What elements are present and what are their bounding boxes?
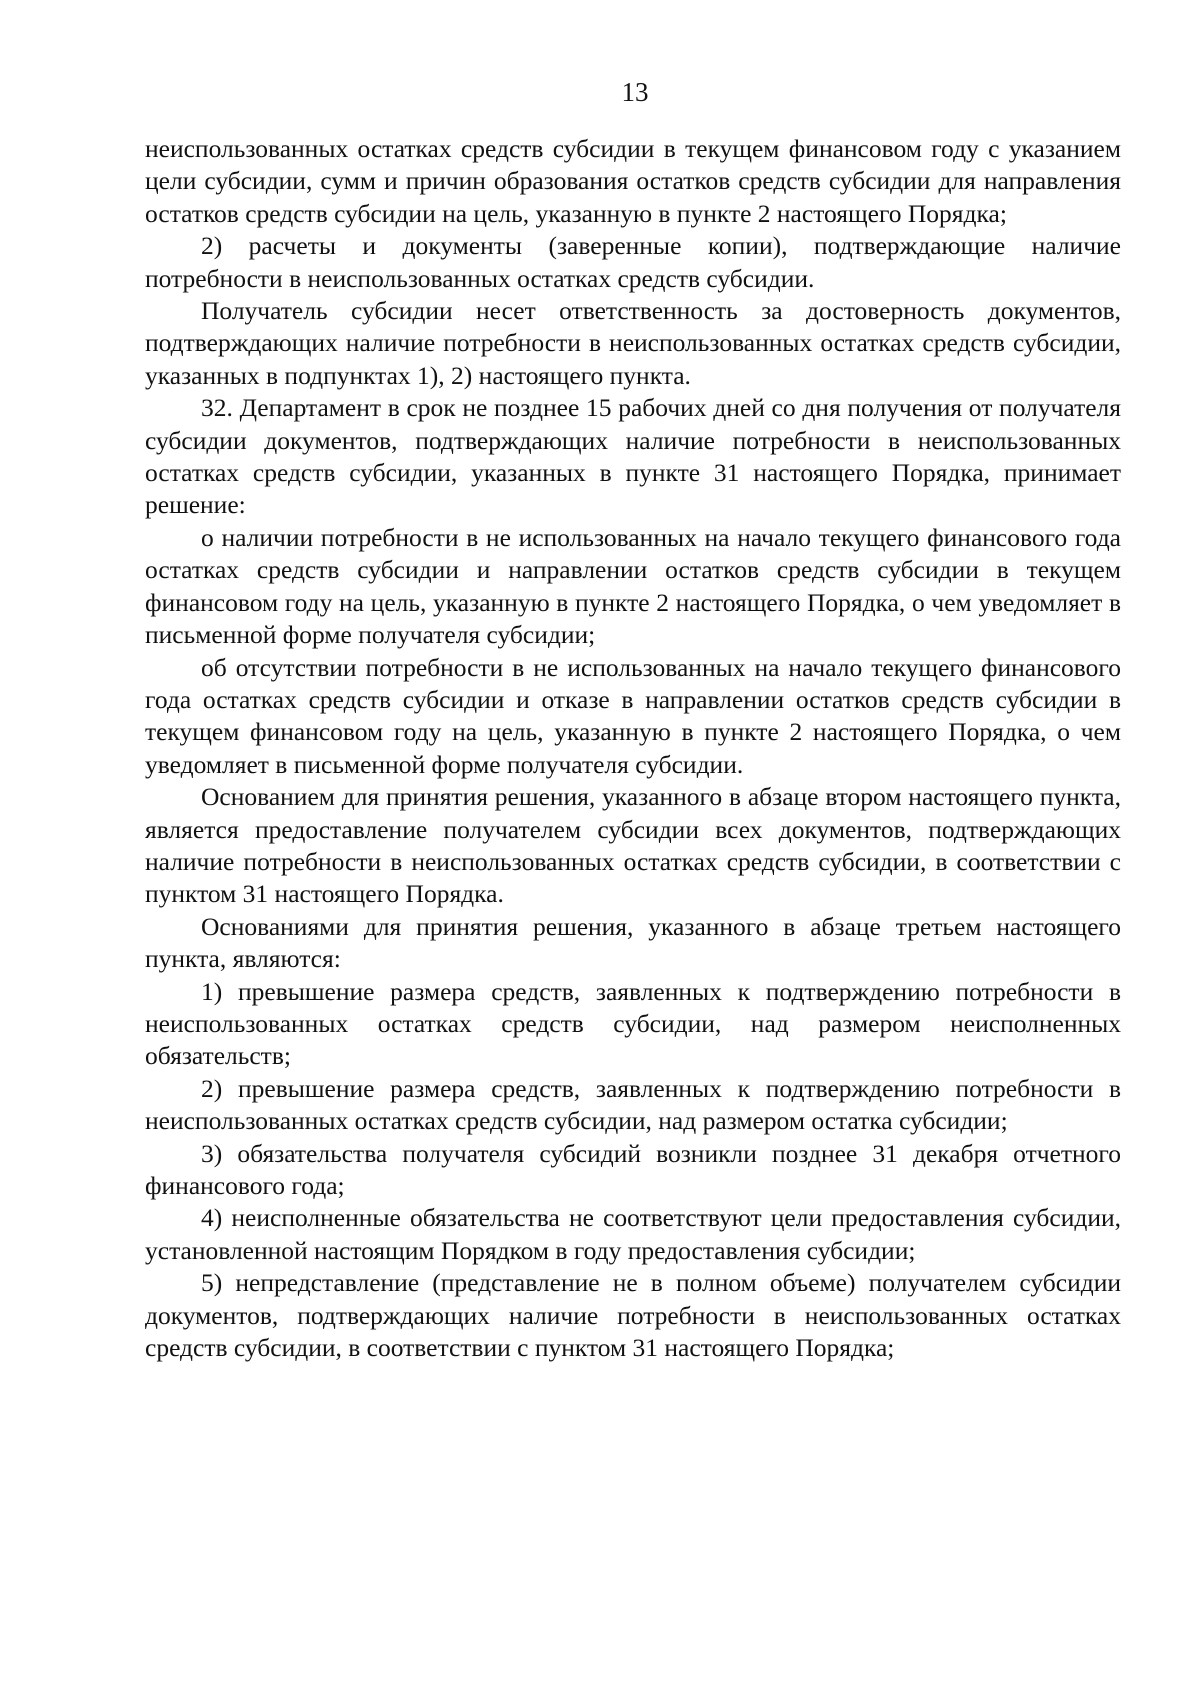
paragraph: неиспользованных остатках средств субсидии в текущем финансовом году с указанием цели субсидии, сумм и причин образования остатков средств субсидии для направления остатков средств субсидии на цель, указанную в пункте 2 настоящего Порядка; bbox=[145, 134, 1121, 228]
paragraph: Основаниями для принятия решения, указанного в абзаце третьем настоящего пункта, являются: bbox=[145, 911, 1121, 974]
paragraph: об отсутствии потребности в не использованных на начало текущего финансового года остатках средств субсидии и отказе в направлении остатков средств субсидии в текущем финансовом году на цель, указанную в пункте 2 настоящего Порядка, о чем уведомляет в письменной форме получателя субсидии. bbox=[145, 652, 1121, 779]
paragraph: Получатель субсидии несет ответственность за достоверность документов, подтверждающих наличие потребности в неиспользованных остатках средств субсидии, указанных в подпунктах 1), 2) настоящего пункта. bbox=[145, 296, 1121, 390]
page-number: 13 bbox=[621, 77, 649, 107]
document-body bbox=[145, 133, 1121, 1364]
paragraph: о наличии потребности в не использованных на начало текущего финансового года остатках средств субсидии и направлении остатков средств субсидии в текущем финансовом году на цель, указанную в пункте 2 настоящего Порядка, о чем уведомляет в письменной форме получателя субсидии; bbox=[145, 522, 1121, 650]
paragraph: 2) расчеты и документы (заверенные копии), подтверждающие наличие потребности в неиспользованных остатках средств субсидии. bbox=[145, 231, 1121, 293]
list-item: 5) непредставление (представление не в полном объеме) получателем субсидии документов, подтверждающих наличие потребности в неиспользованных остатках средств субсидии, в соответствии с пунктом 31 настоящего Порядка; bbox=[145, 1268, 1121, 1363]
list-item: 4) неисполненные обязательства не соответствуют цели предоставления субсидии, установленной настоящим Порядком в году предоставления субсидии; bbox=[145, 1203, 1121, 1265]
paragraph: Основанием для принятия решения, указанного в абзаце втором настоящего пункта, является предоставление получателем субсидии всех документов, подтверждающих наличие потребности в неиспользованных остатках средств субсидии, в соответствии с пунктом 31 настоящего Порядка. bbox=[145, 782, 1121, 909]
list-item: 2) превышение размера средств, заявленных к подтверждению потребности в неиспользованных остатках средств субсидии, над размером остатка субсидии; bbox=[145, 1073, 1121, 1136]
list-item: 3) обязательства получателя субсидий возникли позднее 31 декабря отчетного финансового года; bbox=[145, 1138, 1121, 1200]
paragraph: 32. Департамент в срок не позднее 15 рабочих дней со дня получения от получателя субсидии документов, подтверждающих наличие потребности в неиспользованных остатках средств субсидии, указанных в пункте 31 настоящего Порядка, принимает решение: bbox=[145, 393, 1121, 520]
list-item: 1) превышение размера средств, заявленных к подтверждению потребности в неиспользованных остатках средств субсидии, над размером неисполненных обязательств; bbox=[145, 976, 1121, 1071]
